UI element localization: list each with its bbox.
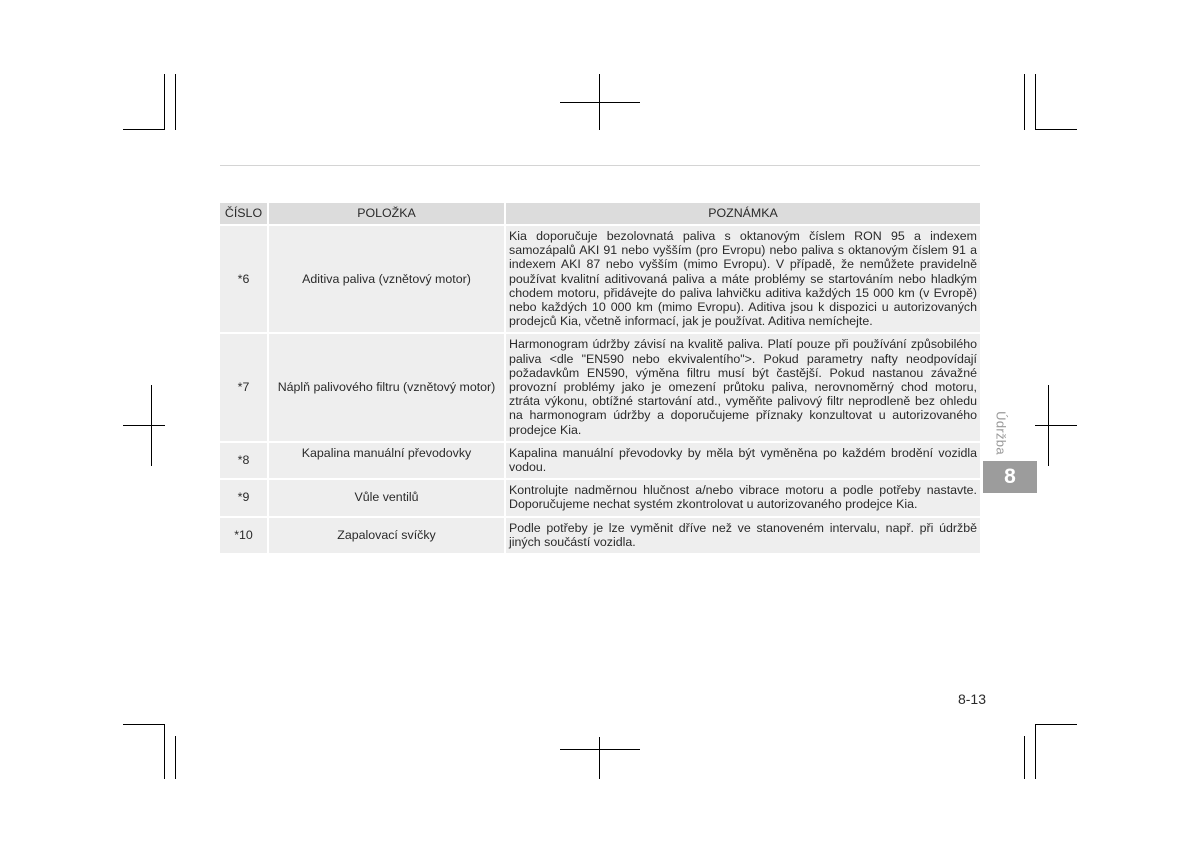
column-header-number: ČÍSLO bbox=[220, 203, 268, 225]
chapter-side-label bbox=[990, 408, 1012, 458]
header-rule bbox=[220, 165, 980, 166]
row-item: Aditiva paliva (vznětový motor) bbox=[268, 225, 505, 333]
table-row bbox=[220, 442, 980, 479]
table-row bbox=[220, 225, 980, 333]
chapter-tab: 8 bbox=[983, 461, 1037, 493]
table-row bbox=[220, 333, 980, 441]
row-number: *7 bbox=[220, 333, 268, 441]
row-item: Kapalina manuální převodovky bbox=[268, 442, 505, 479]
table-row bbox=[220, 517, 980, 554]
row-number: *6 bbox=[220, 225, 268, 333]
row-note: Kontrolujte nadměrnou hlučnost a/nebo vibrace motoru a podle potřeby nastavte. Doporučujeme nechat systém zkontrolovat u autorizovaného prodejce Kia. bbox=[505, 479, 980, 516]
row-item: Náplň palivového filtru (vznětový motor) bbox=[268, 333, 505, 441]
maintenance-notes-table bbox=[220, 203, 980, 555]
row-note: Podle potřeby je lze vyměnit dříve než ve stanoveném intervalu, např. při údržbě jiných součástí vozidla. bbox=[505, 517, 980, 554]
row-number: *10 bbox=[220, 517, 268, 554]
page-number: 8-13 bbox=[957, 691, 986, 707]
column-header-note: POZNÁMKA bbox=[505, 203, 980, 225]
table-header-row bbox=[220, 203, 980, 225]
row-note: Harmonogram údržby závisí na kvalitě paliva. Platí pouze při používání způsobilého paliva <dle "EN590 nebo ekvivalentího">. Pokud parametry nafty neodpovídají požadavkům EN590, výměna filtru musí být častější. Pokud nastanou závažné provozní problémy jako je omezení průtoku paliva, nerovnoměrný chod motoru, ztráta výkonu, obtížné startování atd., vyměňte palivový filtr neprodleně bez ohledu na harmonogram údržby a doporučujeme příznaky konzultovat u autorizovaného prodejce Kia. bbox=[505, 333, 980, 441]
row-number: *9 bbox=[220, 479, 268, 516]
table-row bbox=[220, 479, 980, 516]
row-item: Zapalovací svíčky bbox=[268, 517, 505, 554]
row-note: Kia doporučuje bezolovnatá paliva s oktanovým číslem RON 95 a indexem samozápalů AKI 91 nebo vyšším (pro Evropu) nebo paliva s oktanovým číslem 91 a indexem AKI 87 nebo vyšším (mimo Evropu). V případě, že nemůžete pravidelně používat kvalitní aditivovaná paliva a máte problémy se startováním nebo hladkým chodem motoru, přidávejte do paliva lahvičku aditiva každých 15 000 km (v Evropě) nebo každých 10 000 km (mimo Evropu). Aditiva jsou k dispozici u autorizovaných prodejců Kia, včetně informací, jak je používat. Aditiva nemíchejte. bbox=[505, 225, 980, 333]
row-item: Vůle ventilů bbox=[268, 479, 505, 516]
row-number: *8 bbox=[220, 442, 268, 479]
row-note: Kapalina manuální převodovky by měla být vyměněna po každém brodění vozidla vodou. bbox=[505, 442, 980, 479]
chapter-side-label-text: Údržba bbox=[993, 411, 1009, 455]
column-header-item: POLOŽKA bbox=[268, 203, 505, 225]
